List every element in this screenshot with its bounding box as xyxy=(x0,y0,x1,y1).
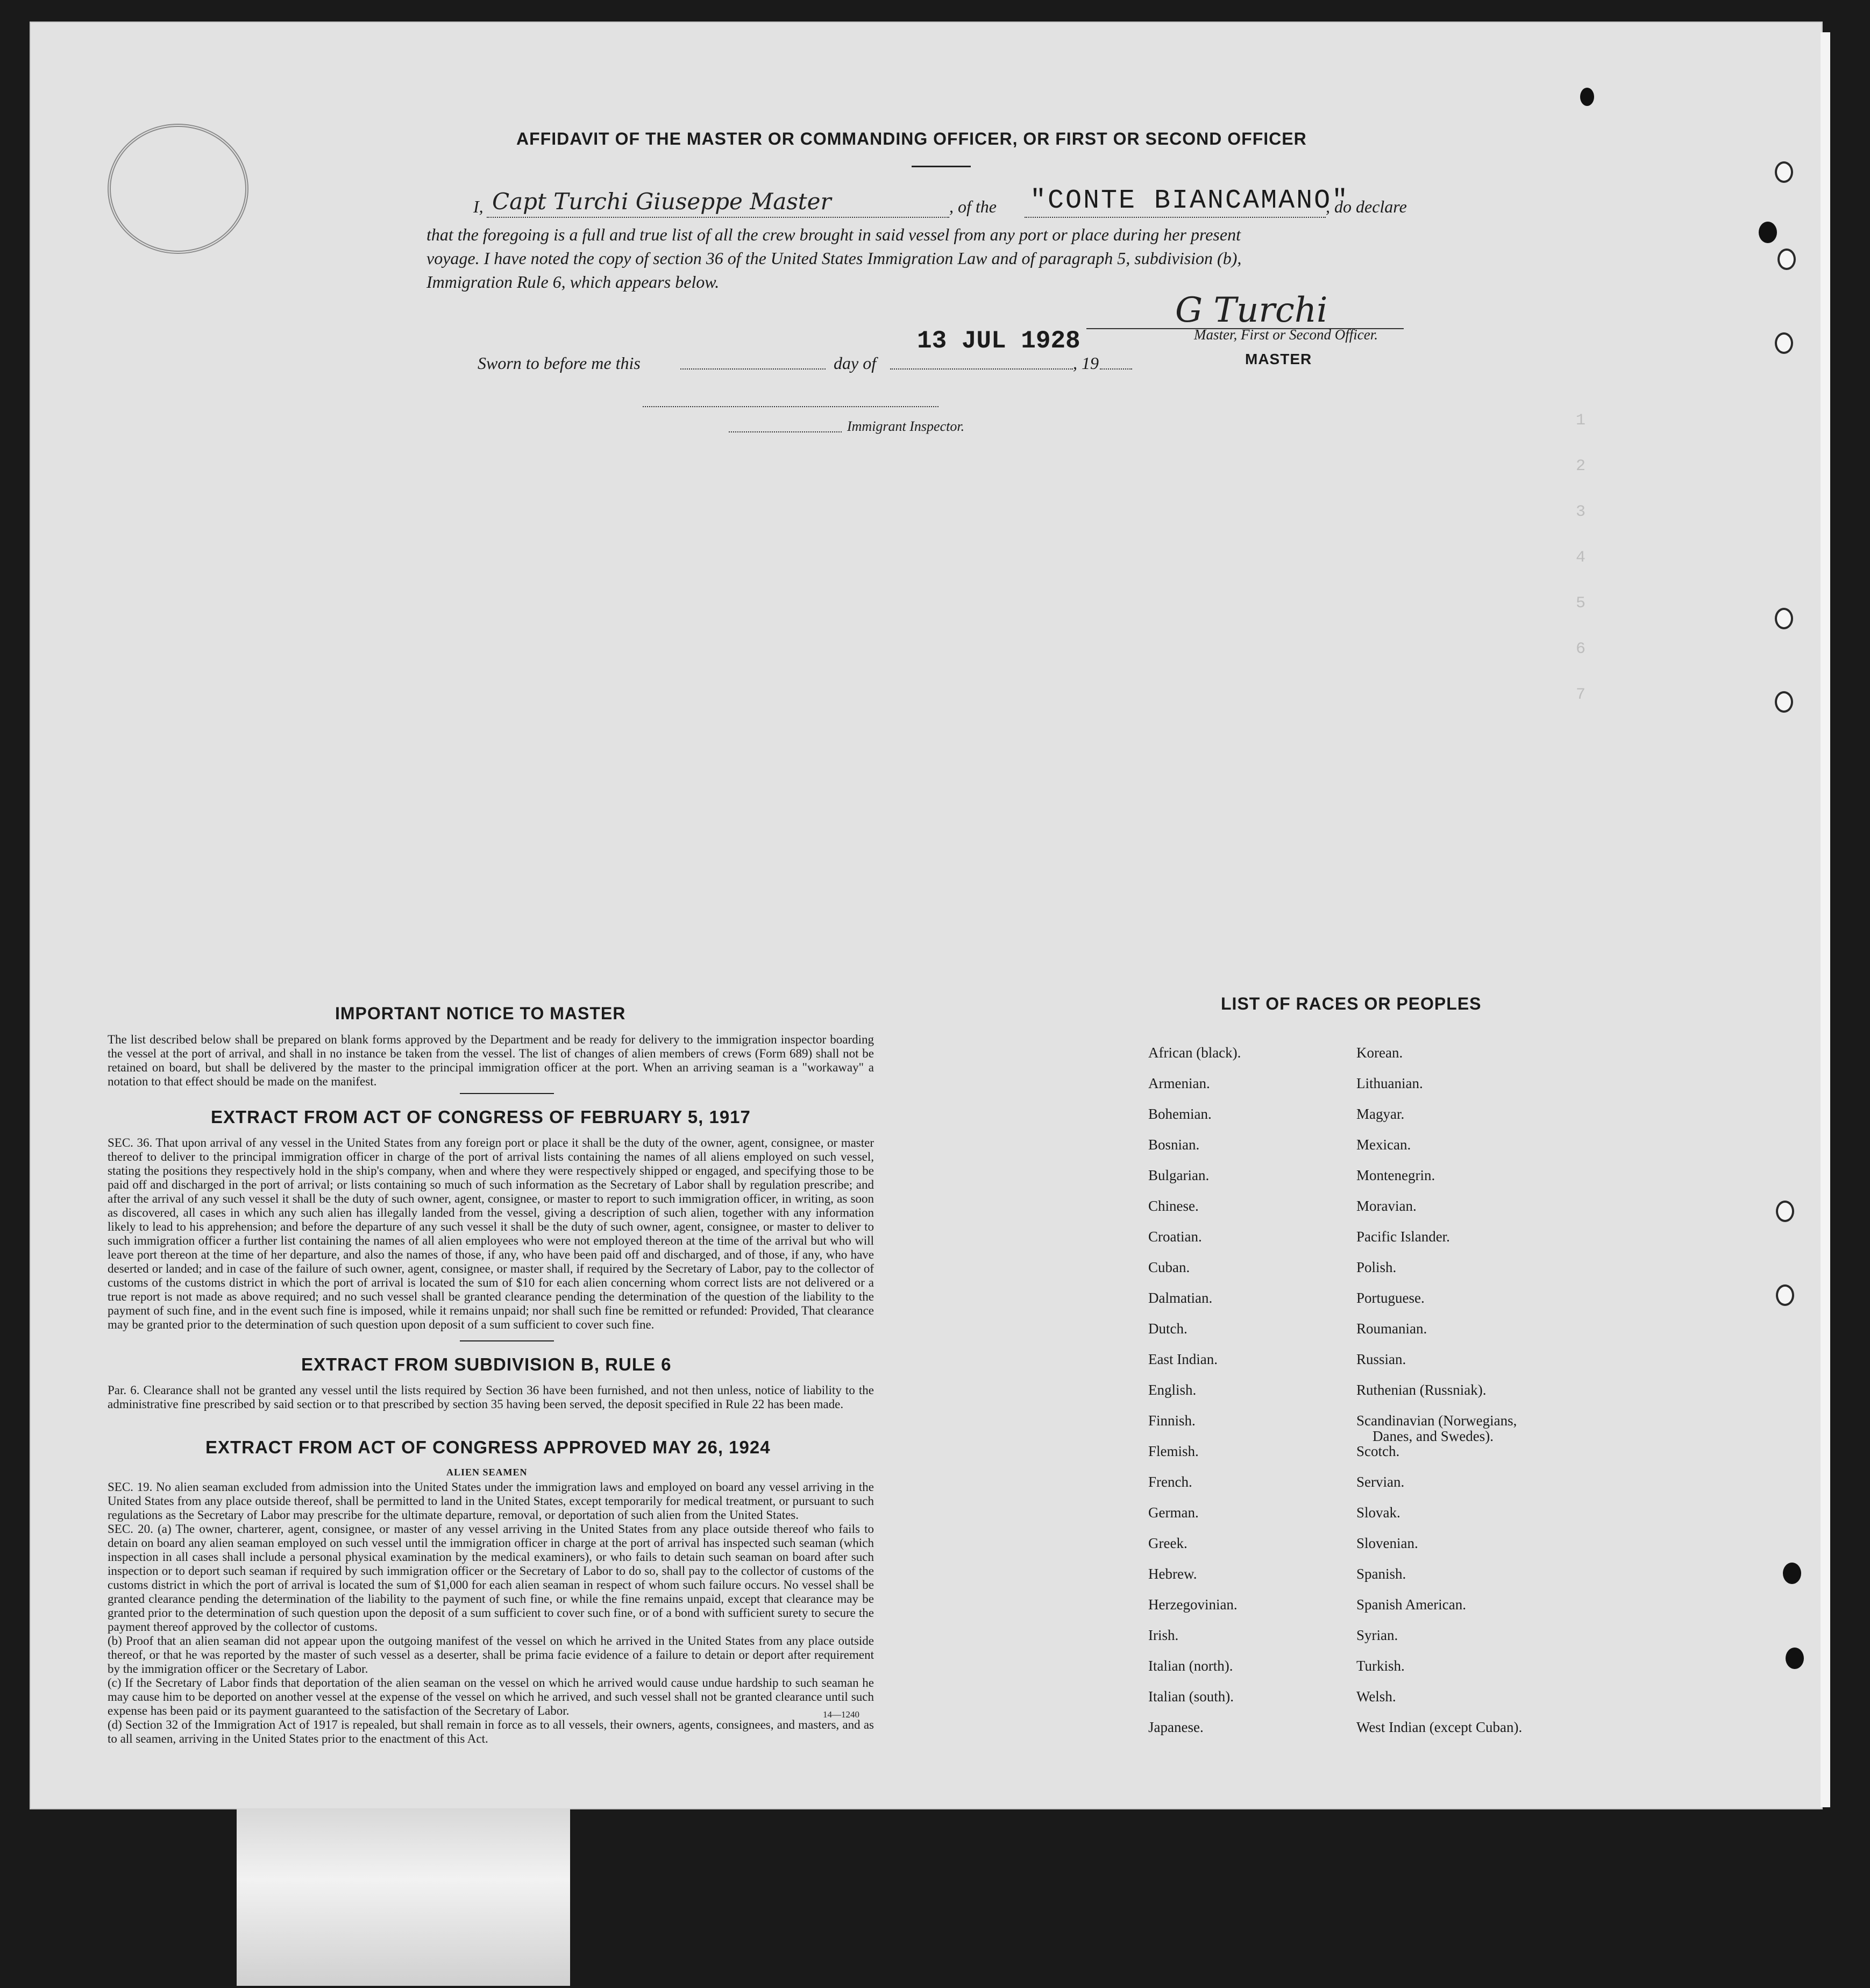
binder-hole xyxy=(1775,161,1793,183)
page-edge xyxy=(1821,32,1830,1807)
race-item: Servian. xyxy=(1356,1474,1405,1490)
sec-20b-paragraph: (b) Proof that an alien seaman did not appear upon the outgoing manifest of the vessel on which he arrived in the United States from any place outside thereof, or that he was reported by the master of such vessel as a deserter, shall be prima facie evidence of a failure to detain or deport after requirement by the immigration officer or the Secretary of Labor. xyxy=(108,1634,874,1675)
sworn-day-of: day of xyxy=(834,353,877,373)
race-item: Greek. xyxy=(1148,1535,1188,1551)
race-item: Japanese. xyxy=(1148,1719,1204,1735)
signature-caption: Master, First or Second Officer. xyxy=(1194,326,1378,343)
sec-20d-paragraph: (d) Section 32 of the Immigration Act of 1917 is repealed, but shall remain in force as to all vessels, their owners, agents, consignees, and masters, and as to all seamen, arriving in the United States prior to the enactment of this Act. xyxy=(108,1718,874,1745)
bleed-through-text: 5 xyxy=(1576,594,1586,613)
declarant-prefix: I, xyxy=(473,197,484,216)
bleed-through-text: 7 xyxy=(1576,686,1586,704)
race-item: Welsh. xyxy=(1356,1688,1396,1705)
binder-hole xyxy=(1786,1648,1804,1669)
race-item: Portuguese. xyxy=(1356,1290,1425,1306)
race-item: Korean. xyxy=(1356,1045,1403,1061)
race-item: Dalmatian. xyxy=(1148,1290,1213,1306)
vessel-name: "CONTE BIANCAMANO" xyxy=(1030,186,1350,216)
race-item: Russian. xyxy=(1356,1351,1406,1367)
year-prefix: , 19 xyxy=(1073,353,1099,373)
bleed-through-text: 3 xyxy=(1576,503,1586,521)
date-stamp: 13 JUL 1928 xyxy=(917,327,1080,355)
sworn-month-blank xyxy=(890,368,1073,370)
form-number: 14—1240 xyxy=(823,1709,859,1720)
affidavit-line-3: voyage. I have noted the copy of section 36 of the United States Immigration Law and of paragraph 5, subdivision (b), xyxy=(426,248,1242,268)
sec-19-paragraph: SEC. 19. No alien seaman excluded from admission into the United States under the immigration laws and employed on board any vessel arriving in the United States from any place outside thereof, shall be permitted to land in the United States, except temporarily for medical treatment, or pursuant to such regulations as the Secretary of Labor may prescribe for the ultimate departure, removal, or deportation of such alien from the United States. xyxy=(108,1480,874,1522)
extract-1917-body: SEC. 36. That upon arrival of any vessel in the United States from any foreign port or place it shall be the duty of the owner, agent, consignee, or master thereof to deliver to the principal immigration officer in charge of the port of arrival lists containing the names of all aliens employed on such vessel, stating the positions they respectively hold in the ship's company, when and where they were respectively shipped or engaged, and specifying those to be paid off and discharged in the port of arrival; or lists containing so much of such information as the Secretary of Labor shall by regulation prescribe; and after the arrival of any such vessel it shall be the duty of such owner, agent, consignee, or master to report to such immigration officer, in writing, as soon as discovered, all cases in which any such alien has illegally landed from the vessel, giving a description of such alien, together with any information likely to lead to his apprehension; and before the departure of any such vessel it shall be the duty of such owner, agent, consignee, or master to deliver to such immigration officer a further list containing the names of all alien employees who were not employed thereon at the time of the arrival but who will leave port thereon at the time of her departure, and also the names of those, if any, who have been paid off and discharged, and of those, if any, who have deserted or landed; and in case of the failure of such owner, agent, consignee, or master shall, if required by the Secretary of Labor, pay to the collector of customs of the customs district in which the port of arrival is located the sum of $10 for each alien concerning whom correct lists are not delivered or a true report is not made as above required; and no such vessel shall be granted clearance pending the determination of the question of the liability to the payment of such fine, and in the event such fine is imposed, while it remains unpaid; nor shall such fine be remitted or refunded: Provided, That clearance may be granted prior to the determination of such question upon deposit of a sum sufficient to cover such fine. xyxy=(108,1136,874,1331)
affidavit-line-4: Immigration Rule 6, which appears below. xyxy=(426,272,720,292)
race-item: Dutch. xyxy=(1148,1320,1188,1337)
notice-heading: IMPORTANT NOTICE TO MASTER xyxy=(335,1004,626,1023)
races-heading: LIST OF RACES OR PEOPLES xyxy=(1221,994,1482,1013)
race-item: Moravian. xyxy=(1356,1198,1417,1214)
binder-hole xyxy=(1775,608,1793,629)
race-item: Turkish. xyxy=(1356,1658,1405,1674)
race-item: Slovak. xyxy=(1356,1504,1400,1521)
race-item: Finnish. xyxy=(1148,1412,1196,1429)
declarant-of-the: , of the xyxy=(949,197,997,216)
race-item: Bulgarian. xyxy=(1148,1167,1210,1183)
section-rule xyxy=(460,1340,554,1341)
race-item: Irish. xyxy=(1148,1627,1179,1643)
race-item: Polish. xyxy=(1356,1259,1397,1275)
bleed-through-text: 2 xyxy=(1576,457,1586,475)
affidavit-heading: AFFIDAVIT OF THE MASTER OR COMMANDING OFFICER, OR FIRST OR SECOND OFFICER xyxy=(516,129,1307,148)
rule6-body: Par. 6. Clearance shall not be granted any vessel until the lists required by Section 36 have been furnished, and not then unless, notice of liability to the administrative fine prescribed by said section or to that prescribed by section 35 having been served, the deposit specified in Rule 22 has been made. xyxy=(108,1383,874,1411)
race-item: Scandinavian (Norwegians, xyxy=(1356,1412,1517,1429)
binder-hole xyxy=(1776,1201,1794,1222)
bleed-through-text: 1 xyxy=(1576,411,1586,430)
race-item: Bohemian. xyxy=(1148,1106,1212,1122)
race-item: Italian (south). xyxy=(1148,1688,1234,1705)
sec-20a-paragraph: SEC. 20. (a) The owner, charterer, agent, consignee, or master of any vessel arriving in the United States from any place outside thereof who fails to detain on board any alien seaman employed on such vessel until the immigration officer in charge at the port of arrival has inspected such seaman (which inspection in all cases shall include a personal physical examination by the medical examiners), or who fails to detain such seaman on board after such inspection or to deport such seaman if required by such immigration officer or the Secretary of Labor to do so, shall pay to the collector of customs of the customs district in which the port of arrival is located the sum of $1,000 for each alien seaman in respect of whom such failure occurs. No vessel shall be granted clearance pending the determination of the liability to the payment of such fine, or while the fine remains unpaid, except that clearance may be granted prior to the determination of such question upon the deposit of a sum sufficient to cover such fine, or of a bond with sufficient surety to secure the payment thereof approved by the collector of customs. xyxy=(108,1522,874,1634)
inspector-line-2 xyxy=(729,431,842,432)
race-item: West Indian (except Cuban). xyxy=(1356,1719,1523,1735)
bleed-through-text: 6 xyxy=(1576,640,1586,658)
vessel-blank-line xyxy=(1025,217,1326,218)
race-item: Hebrew. xyxy=(1148,1566,1197,1582)
binder-hole xyxy=(1759,222,1777,243)
sworn-day-blank xyxy=(680,368,826,370)
race-item: Mexican. xyxy=(1356,1137,1411,1153)
race-item: Scotch. xyxy=(1356,1443,1400,1459)
declarant-blank-line xyxy=(487,217,949,218)
sec-20c-paragraph: (c) If the Secretary of Labor finds that deportation of the alien seaman on the vessel on which he arrived would cause undue hardship to such seaman he may cause him to be deported on another vessel at the expense of the vessel on which he arrived, and such vessel shall not be granted clearance until such expense has been paid or its payment guaranteed to the satisfaction of the Secretary of Labor. xyxy=(108,1676,874,1717)
extract-1924-body xyxy=(108,1480,874,1746)
year-blank xyxy=(1100,368,1132,370)
race-item: Magyar. xyxy=(1356,1106,1405,1122)
rule6-heading: EXTRACT FROM SUBDIVISION B, RULE 6 xyxy=(301,1354,672,1374)
race-item: Danes, and Swedes). xyxy=(1373,1428,1494,1444)
affidavit-line-2: that the foregoing is a full and true list of all the crew brought in said vessel from any port or place during her present xyxy=(426,225,1241,244)
binder-hole xyxy=(1783,1563,1801,1584)
race-item: French. xyxy=(1148,1474,1192,1490)
race-item: Lithuanian. xyxy=(1356,1075,1423,1091)
binder-hole xyxy=(1777,248,1796,270)
declarant-name-handwritten: Capt Turchi Giuseppe Master xyxy=(492,188,831,215)
race-item: East Indian. xyxy=(1148,1351,1218,1367)
race-item: Spanish. xyxy=(1356,1566,1406,1582)
race-item: Flemish. xyxy=(1148,1443,1199,1459)
race-item: German. xyxy=(1148,1504,1199,1521)
race-item: Syrian. xyxy=(1356,1627,1398,1643)
extract-1924-heading: EXTRACT FROM ACT OF CONGRESS APPROVED MAY 26, 1924 xyxy=(205,1437,771,1457)
sworn-prefix: Sworn to before me this xyxy=(478,353,641,373)
race-item: Roumanian. xyxy=(1356,1320,1427,1337)
binder-hole xyxy=(1775,332,1793,354)
race-item: Armenian. xyxy=(1148,1075,1210,1091)
paper-tab xyxy=(237,1808,570,1986)
race-item: English. xyxy=(1148,1382,1197,1398)
race-item: Ruthenian (Russniak). xyxy=(1356,1382,1487,1398)
inspector-caption: Immigrant Inspector. xyxy=(847,418,965,434)
binder-hole xyxy=(1580,88,1594,106)
race-item: Slovenian. xyxy=(1356,1535,1418,1551)
race-item: Herzegovinian. xyxy=(1148,1596,1238,1613)
inspector-signature-line xyxy=(643,406,938,407)
extract-1924-subheading: ALIEN SEAMEN xyxy=(446,1467,528,1478)
race-item: Pacific Islander. xyxy=(1356,1229,1450,1245)
race-item: Bosnian. xyxy=(1148,1137,1200,1153)
race-item: Cuban. xyxy=(1148,1259,1190,1275)
do-declare: , do declare xyxy=(1326,197,1407,216)
binder-hole xyxy=(1775,691,1793,713)
signature-title: MASTER xyxy=(1245,351,1312,367)
heading-rule xyxy=(912,166,971,167)
master-signature: G Turchi xyxy=(1175,290,1328,330)
notice-body: The list described below shall be prepared on blank forms approved by the Department and be ready for delivery to the immigration inspector boarding the vessel at the port of arrival, and shall in no instance be taken from the vessel. The list of changes of alien members of crews (Form 689) shall not be retained on board, but shall be delivered by the master to the principal immigration officer at the port. When an arriving seaman is a "workaway" a notation to that effect should be made on the manifest. xyxy=(108,1033,874,1088)
race-item: Chinese. xyxy=(1148,1198,1199,1214)
races-right-column xyxy=(1356,1045,1522,1750)
extract-1917-heading: EXTRACT FROM ACT OF CONGRESS OF FEBRUARY 5, 1917 xyxy=(211,1107,751,1127)
official-seal xyxy=(108,124,248,254)
bleed-through-text: 4 xyxy=(1576,549,1586,567)
race-item: Montenegrin. xyxy=(1356,1167,1435,1183)
race-item: Spanish American. xyxy=(1356,1596,1466,1613)
race-item: Croatian. xyxy=(1148,1229,1202,1245)
race-item: African (black). xyxy=(1148,1045,1241,1061)
races-left-column xyxy=(1148,1045,1241,1750)
race-item: Italian (north). xyxy=(1148,1658,1233,1674)
section-rule xyxy=(460,1093,554,1094)
binder-hole xyxy=(1776,1284,1794,1306)
